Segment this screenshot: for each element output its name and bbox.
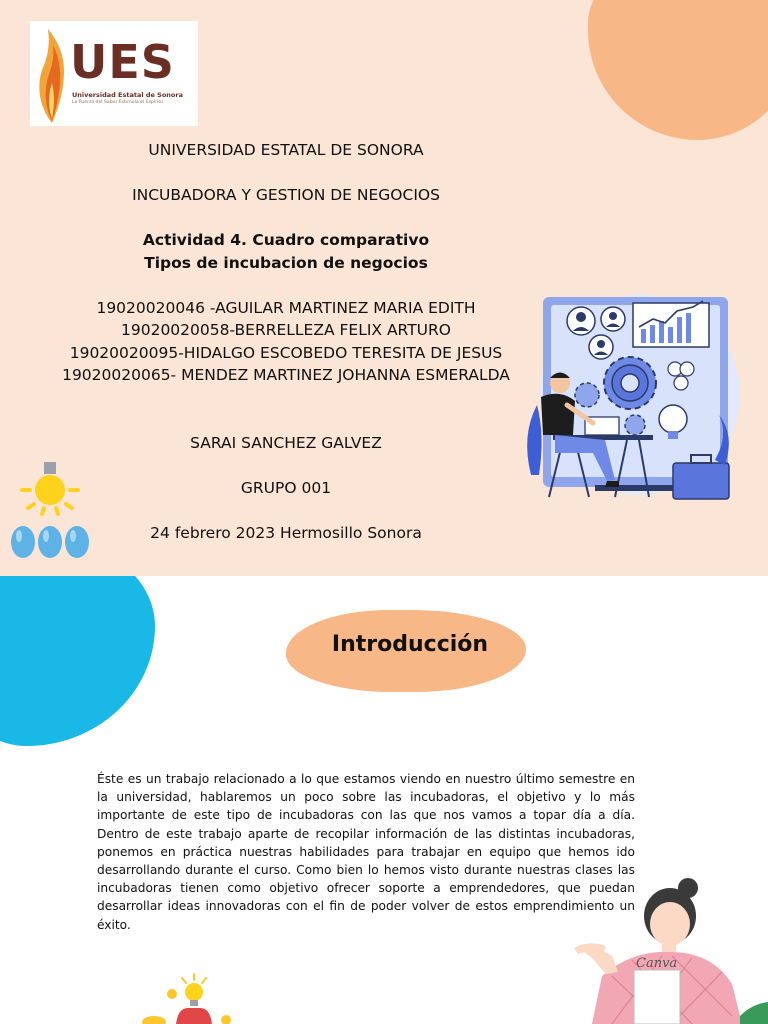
course-name: INCUBADORA Y GESTION DE NEGOCIOS: [132, 186, 440, 204]
lightbulb-eggs-icon: [8, 460, 98, 560]
flame-icon: [34, 25, 70, 125]
decorative-blob: [0, 576, 155, 746]
group-number: GRUPO 001: [240, 479, 332, 497]
intro-title: Introducción: [331, 632, 489, 657]
ues-logo: [30, 21, 198, 126]
student-line: 19020020046 -AGUILAR MARTINEZ MARIA EDITH: [96, 299, 476, 317]
introduction-page: [0, 576, 768, 1024]
university-name: UNIVERSIDAD ESTATAL DE SONORA: [148, 141, 424, 159]
intro-paragraph: Éste es un trabajo relacionado a lo que estamos viendo en nuestro último semestre en la universidad, hablaremos un poco sobre las incubadoras, el objetivo y lo más importante de este tipo de incubadoras con las que nos vamos a topar día a día. Dentro de este trabajo aparte de recopilar información de las distintas incubadoras, ponemos en práctica nuestras habilidades para trabajar en equipo que hemos ido desarrollando durante el curso. Como bien lo hemos visto durante nuestras clases las incubadoras tienen como objetivo ofrecer soporte a emprendedores, que puedan desarrollar ideas innovadoras con el fin de poder volver de estos emprendimiento un éxito.: [97, 772, 635, 932]
activity-title: Actividad 4. Cuadro comparativo: [142, 231, 430, 249]
student-line: 19020020058-BERRELLEZA FELIX ARTURO: [121, 321, 451, 339]
student-line: 19020020095-HIDALGO ESCOBEDO TERESITA DE JESUS: [69, 344, 503, 362]
coins-lightbulb-icon: [132, 972, 242, 1024]
date-place: 24 febrero 2023 Hermosillo Sonora: [150, 524, 422, 542]
logo-wordmark: UES: [70, 35, 175, 89]
activity-topic: Tipos de incubacion de negocios: [144, 254, 428, 272]
teacher-name: SARAI SANCHEZ GALVEZ: [190, 434, 382, 452]
decorative-blob: [588, 0, 768, 140]
shirt-label: Canva: [636, 956, 678, 971]
logo-motto: La Fuerza del Saber Estimula el Espíritu: [72, 100, 164, 105]
business-incubation-illustration: [515, 285, 740, 505]
student-line: 19020020065- MENDEZ MARTINEZ JOHANNA ESMERALDA: [62, 366, 510, 384]
logo-tagline: Universidad Estatal de Sonora: [72, 91, 183, 99]
woman-illustration: [572, 876, 768, 1024]
